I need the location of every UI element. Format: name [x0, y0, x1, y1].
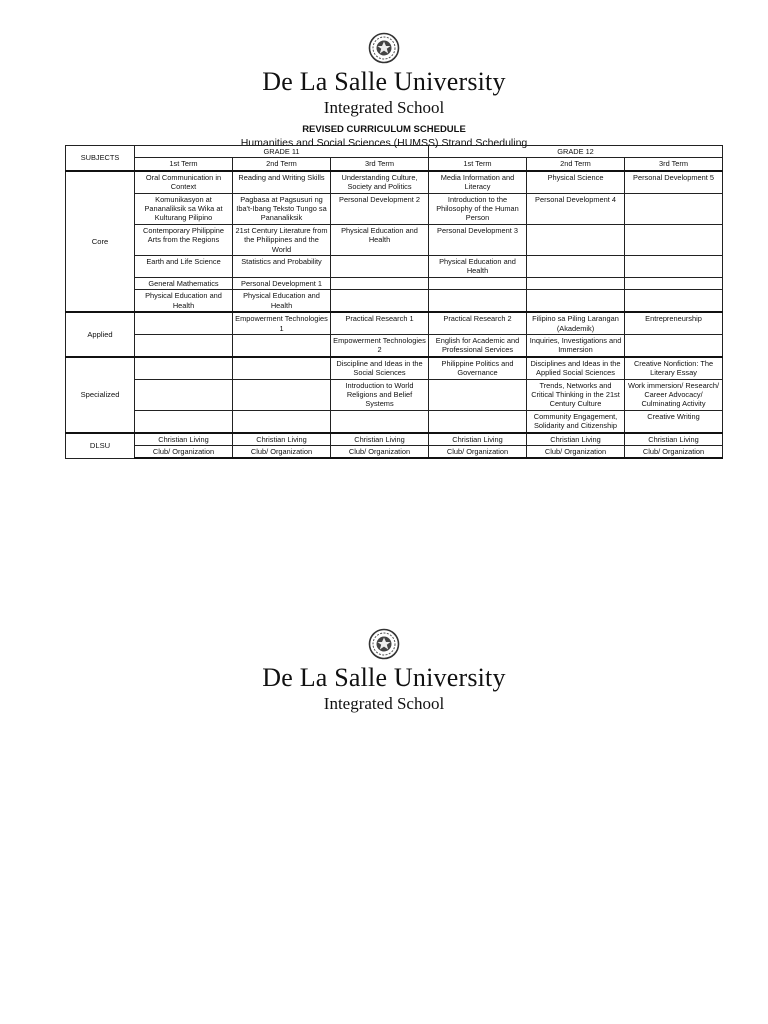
category-specialized: Specialized — [66, 357, 135, 433]
subject-cell: Personal Development 5 — [625, 171, 723, 193]
table-row — [66, 433, 723, 446]
subject-cell — [331, 410, 429, 432]
subject-cell: Media Information and Literacy — [429, 171, 527, 193]
subject-cell: Practical Research 2 — [429, 312, 527, 334]
subject-cell — [429, 277, 527, 289]
subject-cell: Creative Writing — [625, 410, 723, 432]
table-row — [66, 312, 723, 334]
subject-cell: Personal Development 2 — [331, 193, 429, 224]
subject-cell: 21st Century Literature from the Philippines and the World — [233, 224, 331, 255]
dlsu-seal-icon — [368, 628, 400, 660]
subject-cell — [331, 256, 429, 278]
subject-cell: Earth and Life Science — [135, 256, 233, 278]
subject-cell: Komunikasyon at Pananaliksik sa Wika at Kulturang Pilipino — [135, 193, 233, 224]
table-row — [66, 445, 723, 458]
university-name-repeat: De La Salle University — [262, 663, 506, 692]
subject-cell — [135, 379, 233, 410]
grade-11-header: GRADE 11 — [135, 146, 429, 158]
grade-12-header: GRADE 12 — [429, 146, 723, 158]
subject-cell: Christian Living — [331, 433, 429, 446]
subject-cell — [527, 224, 625, 255]
term-header: 1st Term — [429, 158, 527, 171]
table-row — [66, 277, 723, 289]
subject-cell — [625, 193, 723, 224]
subject-cell: Discipline and Ideas in the Social Sciences — [331, 357, 429, 379]
subject-cell: Empowerment Technologies 2 — [331, 334, 429, 356]
schedule-table — [65, 145, 723, 459]
subject-cell: Personal Development 1 — [233, 277, 331, 289]
subject-cell: Physical Science — [527, 171, 625, 193]
subject-cell: Disciplines and Ideas in the Applied Social Sciences — [527, 357, 625, 379]
document-header — [0, 32, 768, 150]
subject-cell: Philippine Politics and Governance — [429, 357, 527, 379]
subject-cell: Contemporary Philippine Arts from the Regions — [135, 224, 233, 255]
subject-cell: Trends, Networks and Critical Thinking in the 21st Century Culture — [527, 379, 625, 410]
repeated-header — [0, 628, 768, 714]
subject-cell — [135, 357, 233, 379]
school-name: Integrated School — [323, 98, 445, 117]
table-row — [66, 256, 723, 278]
subject-cell — [429, 290, 527, 312]
table-row — [66, 334, 723, 356]
category-dlsu: DLSU — [66, 433, 135, 459]
subject-cell — [135, 410, 233, 432]
subject-cell: Christian Living — [135, 433, 233, 446]
subject-cell — [331, 290, 429, 312]
subject-cell: Christian Living — [527, 433, 625, 446]
subject-cell — [625, 256, 723, 278]
subject-cell — [331, 277, 429, 289]
subject-cell: Filipino sa Piling Larangan (Akademik) — [527, 312, 625, 334]
subject-cell: Creative Nonfiction: The Literary Essay — [625, 357, 723, 379]
table-row — [66, 171, 723, 193]
subject-cell: Club/ Organization — [331, 445, 429, 458]
subject-cell: Personal Development 3 — [429, 224, 527, 255]
subject-cell: Club/ Organization — [429, 445, 527, 458]
subject-cell: Club/ Organization — [527, 445, 625, 458]
university-name: De La Salle University — [262, 67, 506, 96]
term-header: 2nd Term — [527, 158, 625, 171]
subject-cell — [233, 334, 331, 356]
subject-cell: Introduction to the Philosophy of the Human Person — [429, 193, 527, 224]
term-header: 3rd Term — [625, 158, 723, 171]
school-name-repeat: Integrated School — [323, 694, 445, 713]
subject-cell: Work immersion/ Research/ Career Advocacy/ Culminating Activity — [625, 379, 723, 410]
term-header: 1st Term — [135, 158, 233, 171]
subject-cell — [527, 290, 625, 312]
document-title: REVISED CURRICULUM SCHEDULE — [302, 124, 466, 135]
table-row — [66, 410, 723, 432]
table-row — [66, 357, 723, 379]
subject-cell — [429, 410, 527, 432]
table-row — [66, 290, 723, 312]
dlsu-seal-icon — [368, 32, 400, 64]
subject-cell: Christian Living — [429, 433, 527, 446]
subject-cell: Inquiries, Investigations and Immersion — [527, 334, 625, 356]
subject-cell: Pagbasa at Pagsusuri ng Iba't-Ibang Teksto Tungo sa Pananaliksik — [233, 193, 331, 224]
subject-cell — [233, 410, 331, 432]
subject-cell: Physical Education and Health — [233, 290, 331, 312]
subject-cell: Empowerment Technologies 1 — [233, 312, 331, 334]
subject-cell: Club/ Organization — [135, 445, 233, 458]
subject-cell — [625, 224, 723, 255]
subject-cell — [625, 334, 723, 356]
table-row — [66, 379, 723, 410]
subject-cell: Physical Education and Health — [331, 224, 429, 255]
subject-cell: Christian Living — [233, 433, 331, 446]
subject-cell: Practical Research 1 — [331, 312, 429, 334]
category-core: Core — [66, 171, 135, 312]
subject-cell: Personal Development 4 — [527, 193, 625, 224]
subject-cell — [625, 290, 723, 312]
subject-cell: Community Engagement, Solidarity and Citizenship — [527, 410, 625, 432]
subject-cell — [233, 357, 331, 379]
document-subtitle: Humanities and Social Sciences (HUMSS) Strand Scheduling — [240, 137, 528, 149]
term-header: 2nd Term — [233, 158, 331, 171]
term-header: 3rd Term — [331, 158, 429, 171]
subject-cell — [527, 256, 625, 278]
subject-cell: Introduction to World Religions and Belief Systems — [331, 379, 429, 410]
subject-cell: Oral Communication in Context — [135, 171, 233, 193]
subject-cell: Club/ Organization — [233, 445, 331, 458]
subject-cell — [135, 312, 233, 334]
subject-cell: General Mathematics — [135, 277, 233, 289]
subject-cell — [527, 277, 625, 289]
subject-cell: Reading and Writing Skills — [233, 171, 331, 193]
subject-cell — [429, 379, 527, 410]
subject-cell: English for Academic and Professional Services — [429, 334, 527, 356]
subject-cell — [233, 379, 331, 410]
subject-cell: Understanding Culture, Society and Politics — [331, 171, 429, 193]
subject-cell: Christian Living — [625, 433, 723, 446]
subject-cell: Statistics and Probability — [233, 256, 331, 278]
subjects-header: SUBJECTS — [66, 146, 135, 171]
subject-cell: Physical Education and Health — [135, 290, 233, 312]
subject-cell — [135, 334, 233, 356]
category-applied: Applied — [66, 312, 135, 357]
subject-cell: Entrepreneurship — [625, 312, 723, 334]
table-row — [66, 193, 723, 224]
subject-cell — [625, 277, 723, 289]
subject-cell: Club/ Organization — [625, 445, 723, 458]
subject-cell: Physical Education and Health — [429, 256, 527, 278]
table-row — [66, 224, 723, 255]
